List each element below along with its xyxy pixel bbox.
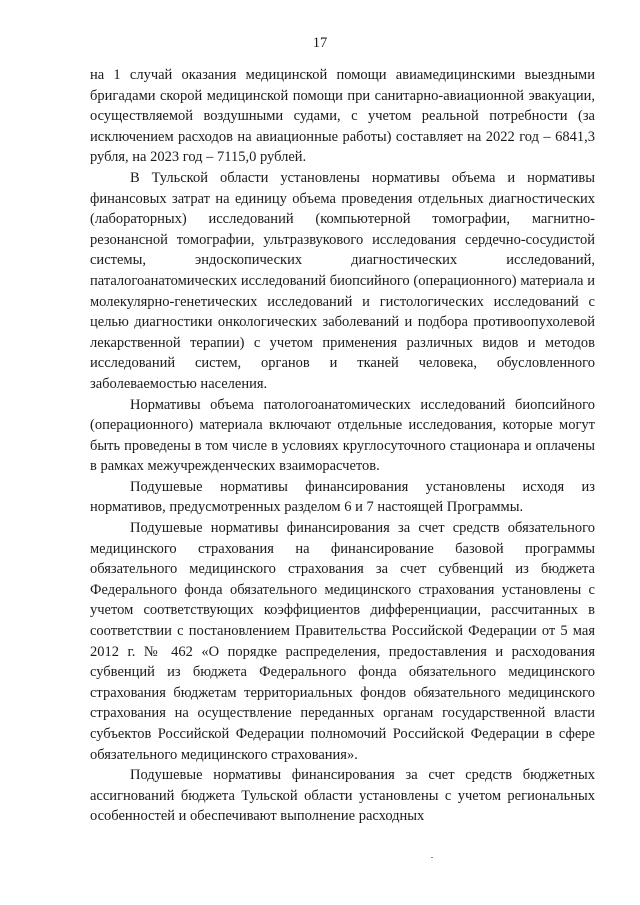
paragraph-pathology-norms: Нормативы объема патологоанатомических исследований биопсийного (операционного) материала включают отдельные исследования, которые могут быть проведены в том числе в условиях круглосуточного стационара и оплачены в рамках межучрежденческих взаиморасчетов. (90, 396, 595, 475)
paragraph-diagnostic-norms: В Тульской области установлены нормативы объема и нормативы финансовых затрат на единицу объема проведения отдельных диагностических (лабораторных) исследований (компьютерной томографии, магнитно-резонансной томографии, ультразвукового исследования сердечно-сосудистой системы, эндоскопических диагностических исследований, паталогоанатомических исследований биопсийного (операционного) материала и молекулярно-генетических исследований и гистологических исследований с целью диагностики онкологических заболеваний и подбора противоопухолевой лекарственной терапии) с учетом применения различных видов и методов исследований систем, органов и тканей человека, обусловленного заболеваемостью населения. (90, 169, 595, 392)
paragraph-oms-financing: Подушевые нормативы финансирования за счет средств обязательного медицинского страхования на финансирование базовой программы обязательного медицинского страхования за счет субвенций из бюджета Федерального фонда обязательного медицинского страхования установлены с учетом соответствующих коэффициентов дифференциации, рассчитанных в соответствии с постановлением Правительства Российской Федерации от 5 мая 2012 г. № 462 «О порядке распределения, предоставления и расходования субвенций из бюджета Федерального фонда обязательного медицинского страхования бюджетам территориальных фондов обязательного медицинского страхования на осуществление переданных органам государственной власти субъектов Российской Федерации полномочий Российской Федерации в сфере обязательного медицинского страхования». (90, 520, 595, 763)
paragraph-continuation: на 1 случай оказания медицинской помощи авиамедицинскими выездными бригадами скорой медицинской помощи при санитарно-авиационной эвакуации, осуществляемой воздушными судами, с учетом реальной потребности (за исключением расходов на авиационные работы) составляет на 2022 год – 6841,3 рубля, на 2023 год – 7115,0 рублей. (90, 67, 595, 166)
scan-speck (431, 857, 433, 858)
paragraph-per-capita-norms: Подушевые нормативы финансирования установлены исходя из нормативов, предусмотренных разделом 6 и 7 настоящей Программы. (90, 478, 595, 516)
paragraph-budget-financing: Подушевые нормативы финансирования за счет средств бюджетных ассигнований бюджета Тульской области установлены с учетом региональных особенностей и обеспечивают выполнение расходных (90, 767, 595, 825)
document-body (90, 65, 595, 827)
page-number: 17 (312, 35, 328, 51)
